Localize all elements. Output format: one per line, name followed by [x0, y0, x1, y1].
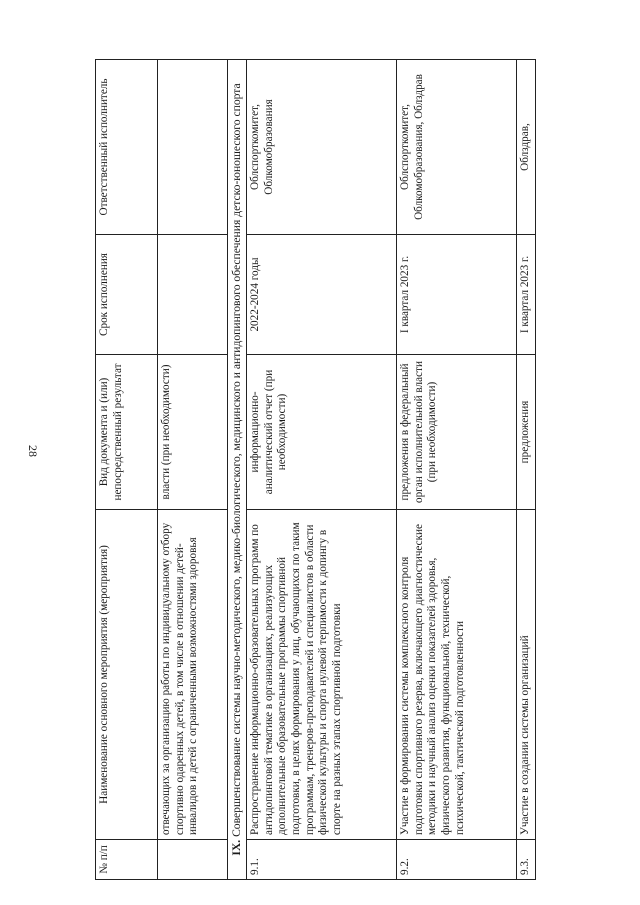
row-name: Участие в формировании системы комплексного контроля подготовки спортивного резерва, включающего диагностические методики и научный анализ оценки показателей здоровья, физического развития, функциональной, технической, психической, тактической подготовленности	[397, 510, 517, 840]
row-doc: информационно-аналитический отчет (при необходимости)	[247, 355, 397, 510]
header-row	[96, 60, 158, 880]
continuation-row	[158, 60, 228, 880]
section-heading	[228, 60, 247, 880]
section-label: IX.	[230, 839, 243, 856]
page-number: 28	[26, 445, 40, 457]
continuation-doc: власти (при необходимости)	[158, 355, 228, 510]
rotated-table-container	[95, 60, 607, 880]
row-resp: Облспорткомитет, Облкомобразования	[247, 60, 397, 235]
row-name: Распространение информационно-образовательных программ по антидопинговой тематике в организациях, реализующих дополнительные образовательные программы спортивной подготовки, в целях формирования у лиц, обучающихся по таким программам, тренеров-преподавателей и специалистов в области физической культуры и спорта нулевой терпимости к допингу в спорте на разных этапах спортивной подготовки	[247, 510, 397, 840]
continuation-name: отвечающих за организацию работы по индивидуальному отбору спортивно одаренных детей, в том числе в отношении детей-инвалидов и детей с ограниченными возможностями здоровья	[158, 510, 228, 840]
table-row	[397, 60, 517, 880]
row-num: 9.3.	[517, 840, 536, 880]
row-term: 2022-2024 годы	[247, 235, 397, 355]
header-resp: Ответственный исполнитель	[96, 60, 158, 235]
header-name: Наименование основного мероприятия (мероприятия)	[96, 510, 158, 840]
table-row	[247, 60, 397, 880]
row-doc: предложения в федеральный орган исполнительной власти (при необходимости)	[397, 355, 517, 510]
row-num: 9.2.	[397, 840, 517, 880]
row-resp: Облспорткомитет, Облкомобразования, Облздрав	[397, 60, 517, 235]
row-name: Участие в создании системы организаций	[517, 510, 536, 840]
continuation-term	[158, 235, 228, 355]
section-row	[228, 60, 247, 880]
continuation-num	[158, 840, 228, 880]
row-num: 9.1.	[247, 840, 397, 880]
continuation-resp	[158, 60, 228, 235]
row-doc: предложения	[517, 355, 536, 510]
table-row	[517, 60, 536, 880]
row-term: I квартал 2023 г.	[517, 235, 536, 355]
header-doc: Вид документа и (или) непосредственный результат	[96, 355, 158, 510]
row-resp: Облздрав,	[517, 60, 536, 235]
section-title: Совершенствование системы научно-методического, медико-биологического, медицинского и антидопингового обеспечения детско-юношеского спорта	[230, 83, 243, 837]
measures-table	[95, 59, 536, 880]
row-term: I квартал 2023 г.	[397, 235, 517, 355]
header-num: № п/п	[96, 840, 158, 880]
header-term: Срок исполнения	[96, 235, 158, 355]
